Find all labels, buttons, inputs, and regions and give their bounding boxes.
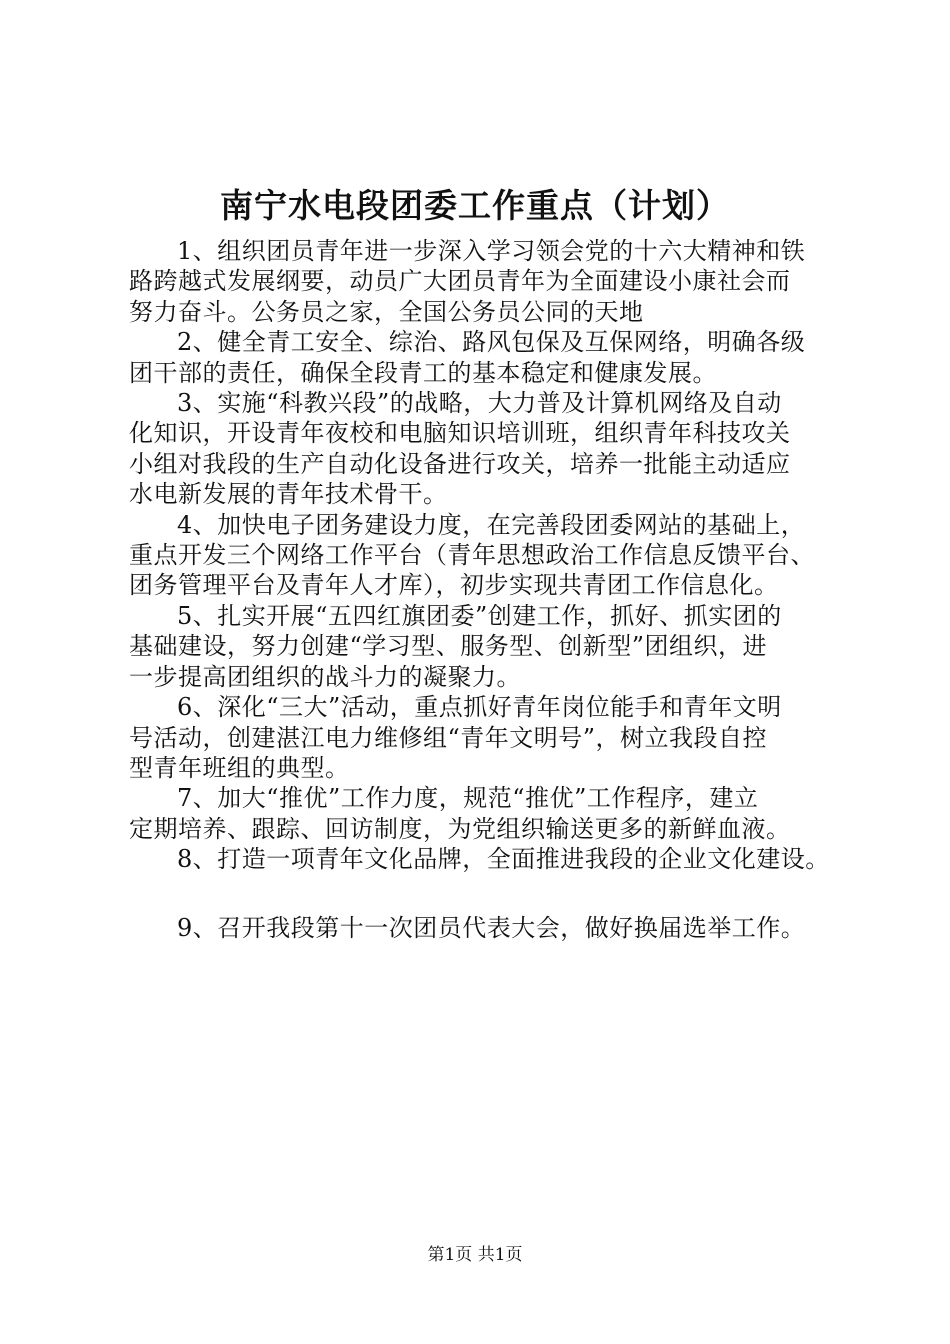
page-number-footer: 第1页 共1页: [427, 1245, 523, 1265]
paragraph-spacer: [129, 875, 854, 913]
item-5-line-3: 一步提高团组织的战斗力的凝聚力。: [129, 662, 521, 691]
item-3-line-2: 化知识，开设青年夜校和电脑知识培训班，组织青年科技攻关: [129, 419, 791, 448]
item-3-line-4: 水电新发展的青年技术骨干。: [129, 480, 448, 509]
document-body: [129, 236, 854, 943]
item-4-line-2: 重点开发三个网络工作平台（青年思想政治工作信息反馈平台、: [129, 541, 815, 570]
document-title: 南宁水电段团委工作重点（计划）: [220, 186, 730, 225]
item-3-line-1: 3、实施“科教兴段”的战略，大力普及计算机网络及自动: [177, 389, 782, 418]
item-6-line-2: 号活动，创建湛江电力维修组“青年文明号”，树立我段自控: [129, 723, 768, 752]
item-4-line-1: 4、加快电子团务建设力度，在完善段团委网站的基础上，: [177, 510, 806, 539]
item-8-line-1: 8、打造一项青年文化品牌，全面推进我段的企业文化建设。: [177, 845, 830, 874]
item-1-line-3: 努力奋斗。公务员之家，全国公务员公同的天地: [129, 297, 644, 326]
item-1-line-2: 路跨越式发展纲要，动员广大团员青年为全面建设小康社会而: [129, 267, 791, 296]
item-1-line-1: 1、组织团员青年进一步深入学习领会党的十六大精神和铁: [177, 237, 806, 265]
item-6-line-3: 型青年班组的典型。: [129, 753, 350, 782]
item-7-line-1: 7、加大“推优”工作力度，规范“推优”工作程序，建立: [177, 784, 759, 813]
item-3-line-3: 小组对我段的生产自动化设备进行攻关，培养一批能主动适应: [129, 449, 791, 478]
item-2-line-2: 团干部的责任，确保全段青工的基本稳定和健康发展。: [129, 358, 717, 387]
item-7-line-2: 定期培养、跟踪、回访制度，为党组织输送更多的新鲜血液。: [129, 814, 791, 843]
item-5-line-1: 5、扎实开展“五四红旗团委”创建工作，抓好、抓实团的: [177, 601, 782, 630]
item-4-line-3: 团务管理平台及青年人才库），初步实现共青团工作信息化。: [129, 571, 779, 600]
item-9-line-1: 9、召开我段第十一次团员代表大会，做好换届选举工作。: [177, 913, 806, 942]
item-6-line-1: 6、深化“三大”活动，重点抓好青年岗位能手和青年文明: [177, 693, 782, 722]
item-2-line-1: 2、健全青工安全、综治、路风包保及互保网络，明确各级: [177, 328, 806, 357]
item-5-line-2: 基础建设，努力创建“学习型、服务型、创新型”团组织，进: [129, 632, 768, 661]
